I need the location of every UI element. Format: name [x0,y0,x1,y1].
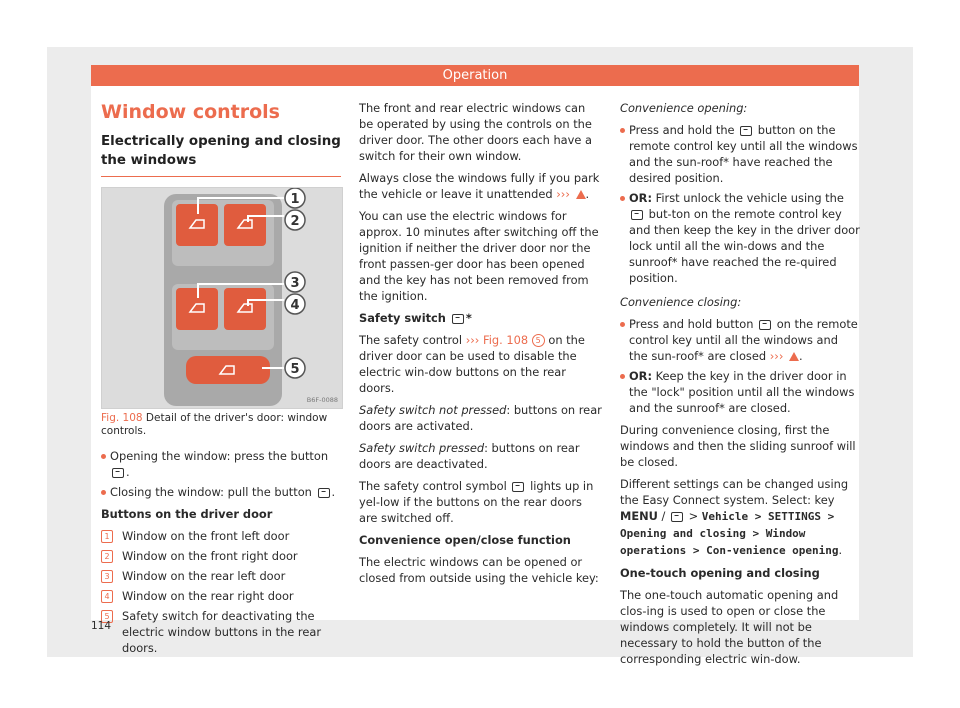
list-item: 5 Safety switch for deactivating the electric window buttons in the rear doors. [101,608,341,656]
convenience-closing-label: Convenience closing: [620,295,742,309]
one-touch-heading: One-touch opening and closing [620,566,820,580]
figure-caption [101,412,341,438]
unlock-icon [740,126,752,136]
figure-caption-text: Detail of the driver's door: window controls. [101,412,328,437]
window-button-icon [112,468,124,478]
figure-window-controls [101,187,343,409]
page-number: 114 [91,620,112,632]
section-title: Window controls [101,101,280,123]
paragraph: Always close the windows fully if you park the vehicle or leave it unattended ››› . [359,171,600,201]
callout-5: 5 [290,362,300,377]
callout-4: 4 [290,298,300,313]
list-item: 2 Window on the front right door [101,548,341,564]
bullet: Press and hold the button on the remote control key until all the windows and the sun-roof* have reached the desired position. [620,122,860,186]
figure-reference-link[interactable]: Fig. 108 [482,333,529,347]
paragraph: Safety switch not pressed: buttons on rear doors are activated. [359,403,602,433]
warning-icon [789,352,799,361]
unlock-icon [631,210,643,220]
paragraph: The safety control ››› Fig. 108 5 on the driver door can be used to disable the electric win-dow buttons on the rear doors. [359,333,585,395]
callout-1: 1 [290,192,300,207]
safety-switch-icon [452,314,464,324]
column-2 [359,100,603,592]
paragraph: Different settings can be changed using the Easy Connect system. Select: key MENU / > Vehicle > SETTINGS > Opening and closing > Window operations > Con-venience opening. [620,477,849,557]
list-item: 1 Window on the front left door [101,528,341,544]
subsection-title: Electrically opening and closing the windows [101,134,341,168]
window-button-icon [318,488,330,498]
paragraph: The electric windows can be opened or closed from outside using the vehicle key: [359,555,599,585]
window-controls-illustration [102,188,342,408]
bullet-closing: Closing the window: pull the button . [101,484,341,500]
window-button-2 [224,204,266,246]
safety-switch [186,356,270,384]
bullet: Press and hold button on the remote control key until all the windows and the sun-roof* are closed ››› . [620,316,860,364]
list-heading: Buttons on the driver door [101,507,273,521]
safety-switch-heading: Safety switch * [359,311,472,325]
warning-icon [576,190,586,199]
menu-key-label: MENU [620,509,658,523]
column-3 [620,100,860,673]
bullet: OR: First unlock the vehicle using the but-ton on the remote control key and then keep the key in the driver door lock until all the win-dows and the sunroof* have reached the re-quired position. [620,190,860,286]
lock-icon [759,320,771,330]
title-rule [101,176,341,177]
paragraph: The safety control symbol lights up in yel-low if the buttons on the rear doors are switched off. [359,479,594,525]
apps-icon [671,512,683,522]
bullet-opening: Opening the window: press the button . [101,448,341,480]
paragraph: The front and rear electric windows can be operated by using the controls on the driver door. The other doors each have a switch for their own window. [359,101,592,163]
paragraph: The one-touch automatic opening and clos-ing is used to open or close the windows completely. It will not be necessary to hold the button of the corresponding electric win-dow. [620,588,839,666]
convenience-heading: Convenience open/close function [359,533,571,547]
list-item: 3 Window on the rear left door [101,568,341,584]
paragraph: During convenience closing, first the windows and then the sliding sunroof will be closed. [620,423,856,469]
convenience-opening-label: Convenience opening: [620,101,748,115]
figure-label: Fig. 108 [101,412,143,424]
safety-symbol-icon [512,482,524,492]
paragraph: Safety switch pressed: buttons on rear doors are deactivated. [359,441,580,471]
callout-3: 3 [290,276,300,291]
menu-path: Vehicle > SETTINGS > Opening and closing > Window operations > Con-venience opening [620,510,839,557]
callout-2: 2 [290,214,300,229]
paragraph: You can use the electric windows for approx. 10 minutes after switching off the ignition if neither the driver door nor the front passen-ger door has been opened and the key has not been removed from the ignition. [359,209,599,303]
chapter-header: Operation [91,65,859,86]
figure-code: B6F-0088 [306,396,338,404]
column-1 [101,100,341,660]
bullet: OR: Keep the key in the driver door in the "lock" position until all the windows and the sunroof* are closed. [620,368,860,416]
list-item: 4 Window on the rear right door [101,588,341,604]
window-button-4 [224,288,266,330]
